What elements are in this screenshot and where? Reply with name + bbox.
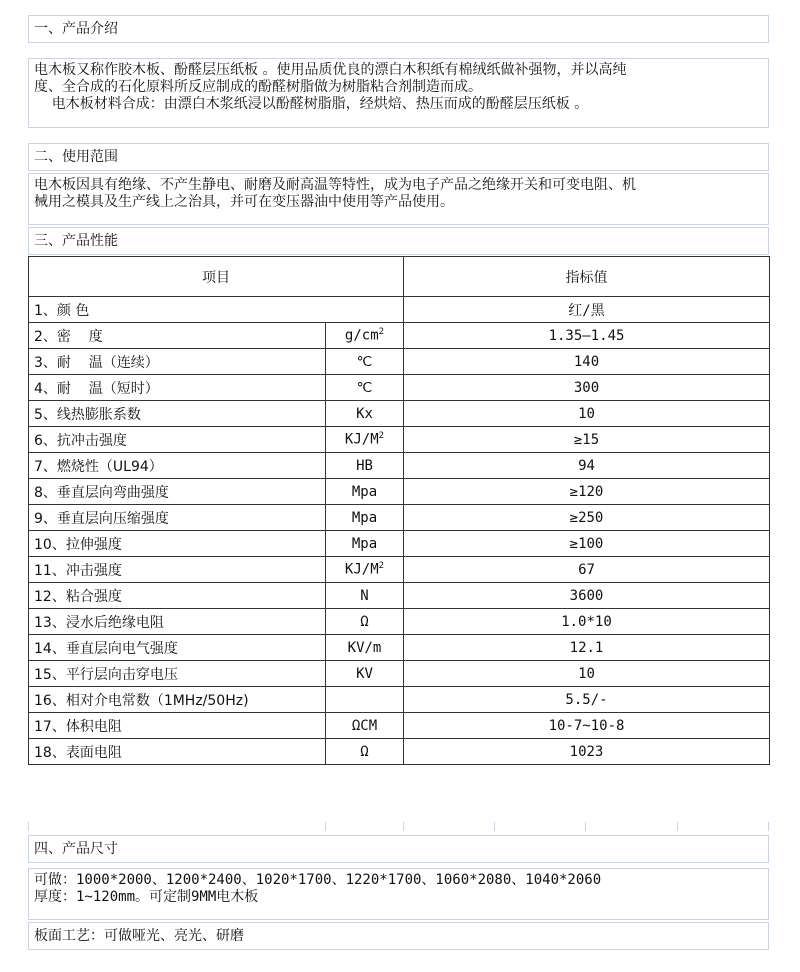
unit-text: N [360, 587, 369, 604]
table-row [29, 557, 770, 583]
row-item: 13、浸水后绝缘电阻 [29, 609, 326, 635]
row-unit [326, 557, 404, 583]
usage-line: 械用之模具及生产线上之治具，并可在变压器油中使用等产品使用。 [34, 194, 454, 210]
unit-text: Ω [360, 613, 369, 630]
row-value: ≥100 [404, 531, 770, 557]
section-size-title: 四、产品尺寸 [28, 835, 769, 863]
row-unit [326, 323, 404, 349]
table-row [29, 713, 770, 739]
row-unit [326, 583, 404, 609]
row-unit [326, 635, 404, 661]
row-item: 9、垂直层向压缩强度 [29, 505, 326, 531]
row-value: 1.0*10 [404, 609, 770, 635]
table-row [29, 297, 770, 323]
table-row [29, 479, 770, 505]
unit-text: Mpa [351, 483, 378, 500]
performance-table [28, 256, 770, 765]
row-value: 5.5/- [404, 687, 770, 713]
section-intro-body [28, 58, 769, 128]
table-footer-spacer [28, 822, 769, 831]
section-usage-title: 二、使用范围 [28, 143, 769, 171]
row-item: 7、燃烧性（UL94） [29, 453, 326, 479]
row-value: 1023 [404, 739, 770, 765]
table-row [29, 739, 770, 765]
header-value: 指标值 [404, 257, 770, 297]
unit-superscript: 2 [378, 561, 385, 572]
table-row [29, 427, 770, 453]
size-line: 可做：1000*2000、1200*2400、1020*1700、1220*1700、1060*2080、1040*2060 [34, 872, 602, 888]
table-header-row [29, 257, 770, 297]
intro-line: 度、全合成的石化原料所反应制成的酚醛树脂做为树脂粘合剂制造而成。 [34, 79, 482, 95]
row-value: 10 [404, 401, 770, 427]
row-unit [326, 349, 404, 375]
table-row [29, 401, 770, 427]
table-row [29, 375, 770, 401]
row-value: 94 [404, 453, 770, 479]
row-item: 8、垂直层向弯曲强度 [29, 479, 326, 505]
unit-text: KJ/M [344, 561, 379, 578]
unit-text: Mpa [351, 509, 378, 526]
unit-text: KJ/M [344, 431, 379, 448]
row-item: 12、粘合强度 [29, 583, 326, 609]
unit-text: g/cm [344, 327, 379, 344]
row-unit [326, 713, 404, 739]
row-item: 6、抗冲击强度 [29, 427, 326, 453]
section-intro-title: 一、产品介绍 [28, 15, 769, 43]
section-finish: 板面工艺：可做哑光、亮光、研磨 [28, 922, 769, 950]
row-item: 14、垂直层向电气强度 [29, 635, 326, 661]
row-unit [326, 609, 404, 635]
table-row [29, 583, 770, 609]
row-item: 10、拉伸强度 [29, 531, 326, 557]
row-item: 18、表面电阻 [29, 739, 326, 765]
row-value: 红/黑 [404, 297, 770, 323]
row-item: 3、耐 温（连续） [29, 349, 326, 375]
size-line: 厚度：1~120mm。可定制9MM电木板 [34, 889, 259, 905]
row-unit [326, 401, 404, 427]
row-value: 1.35—1.45 [404, 323, 770, 349]
unit-text: Kx [356, 405, 373, 422]
row-value: ≥15 [404, 427, 770, 453]
section-performance-title: 三、产品性能 [28, 227, 769, 255]
intro-line: 电木板又称作胶木板、酚醛层压纸板 。使用品质优良的漂白木积纸有棉绒纸做补强物，并以高纯 [34, 62, 627, 78]
row-unit [326, 505, 404, 531]
row-item: 15、平行层向击穿电压 [29, 661, 326, 687]
table-row [29, 661, 770, 687]
row-unit [326, 661, 404, 687]
unit-text: Ω [360, 743, 369, 760]
table-row [29, 687, 770, 713]
row-unit [326, 375, 404, 401]
row-value: 10-7~10-8 [404, 713, 770, 739]
row-unit [326, 531, 404, 557]
unit-text: KV/m [347, 639, 382, 656]
row-item: 17、体积电阻 [29, 713, 326, 739]
row-value: 3600 [404, 583, 770, 609]
unit-superscript: 2 [378, 327, 385, 338]
row-unit [326, 453, 404, 479]
row-value: 12.1 [404, 635, 770, 661]
row-item: 2、密 度 [29, 323, 326, 349]
row-value: ≥250 [404, 505, 770, 531]
row-unit [326, 479, 404, 505]
row-value: 140 [404, 349, 770, 375]
row-item: 1、颜 色 [29, 297, 404, 323]
table-row [29, 323, 770, 349]
row-value: 300 [404, 375, 770, 401]
unit-text: Mpa [351, 535, 378, 552]
row-value: 10 [404, 661, 770, 687]
row-item: 11、冲击强度 [29, 557, 326, 583]
unit-superscript: 2 [378, 431, 385, 442]
header-item: 项目 [29, 257, 404, 297]
unit-text: ℃ [356, 379, 373, 396]
table-row [29, 505, 770, 531]
table-row [29, 635, 770, 661]
section-size-body [28, 868, 769, 920]
table-row [29, 609, 770, 635]
table-row [29, 349, 770, 375]
unit-text: ℃ [356, 353, 373, 370]
unit-text: HB [356, 457, 373, 474]
unit-text: KV [356, 665, 373, 682]
intro-line: 电木板材料合成：由漂白木浆纸浸以酚醛树脂脂，经烘焙、热压而成的酚醛层压纸板 。 [34, 96, 589, 112]
row-value: ≥120 [404, 479, 770, 505]
unit-text: ΩCM [351, 717, 378, 734]
product-spec-document [28, 15, 769, 957]
row-unit [326, 739, 404, 765]
table-row [29, 453, 770, 479]
row-unit [326, 687, 404, 713]
row-unit [326, 427, 404, 453]
usage-line: 电木板因具有绝缘、不产生静电、耐磨及耐高温等特性，成为电子产品之绝缘开关和可变电阻、机 [34, 177, 636, 193]
table-row [29, 531, 770, 557]
row-item: 4、耐 温（短时） [29, 375, 326, 401]
row-item: 5、线热膨胀系数 [29, 401, 326, 427]
section-usage-body [28, 173, 769, 225]
row-value: 67 [404, 557, 770, 583]
row-item: 16、相对介电常数（1MHz/50Hz) [29, 687, 326, 713]
